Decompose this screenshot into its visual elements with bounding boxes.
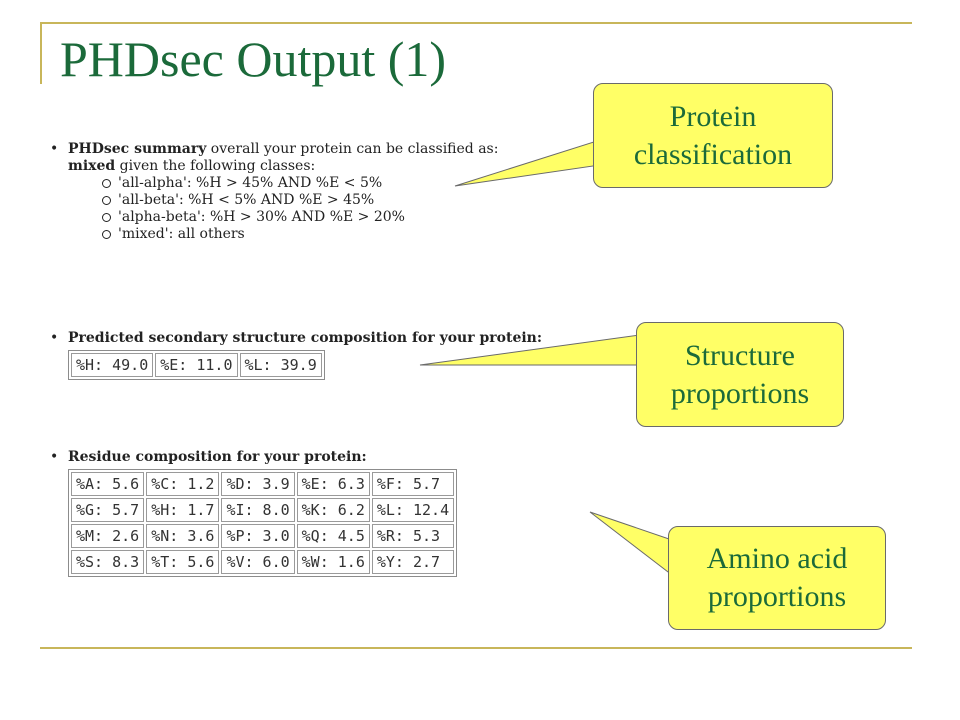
table-cell: %E: 11.0: [155, 353, 237, 377]
list-item: 'mixed': all others: [102, 226, 498, 243]
list-item: 'all-beta': %H < 5% AND %E > 45%: [102, 192, 498, 209]
table-cell: %T: 5.6: [146, 550, 219, 574]
bullet-icon: •: [50, 141, 59, 157]
amino-acid-proportions-callout: [668, 526, 886, 630]
callout-line: Amino acid: [706, 542, 848, 575]
callout-line: Protein: [669, 99, 757, 133]
table-cell: %H: 49.0: [71, 353, 153, 377]
callout-line: proportions: [670, 376, 810, 410]
callout-line: proportions: [707, 580, 847, 613]
list-item: 'alpha-beta': %H > 30% AND %E > 20%: [102, 209, 498, 226]
bullet-icon: •: [50, 330, 59, 346]
table-cell: %W: 1.6: [297, 550, 370, 574]
class-value: mixed: [68, 158, 116, 174]
summary-lead-rest: overall your protein can be classified as:: [206, 141, 499, 157]
protein-classification-callout: [593, 83, 833, 188]
structure-heading: Predicted secondary structure composition for your protein:: [68, 330, 543, 346]
table-cell: %R: 5.3: [372, 524, 454, 548]
table-cell: %I: 8.0: [221, 498, 294, 522]
table-cell: %N: 3.6: [146, 524, 219, 548]
table-cell: %A: 5.6: [71, 472, 144, 496]
protein-callout-pointer: [455, 140, 600, 186]
table-cell: %C: 1.2: [146, 472, 219, 496]
table-cell: %D: 3.9: [221, 472, 294, 496]
table-cell: %V: 6.0: [221, 550, 294, 574]
class-rest: given the following classes:: [115, 158, 316, 174]
residue-heading: Residue composition for your protein:: [68, 449, 367, 465]
table-cell: %M: 2.6: [71, 524, 144, 548]
table-cell: %P: 3.0: [221, 524, 294, 548]
table-cell: %F: 5.7: [372, 472, 454, 496]
callout-line: classification: [633, 137, 793, 171]
table-cell: %K: 6.2: [297, 498, 370, 522]
list-item: 'all-alpha': %H > 45% AND %E < 5%: [102, 175, 498, 192]
table-cell: %S: 8.3: [71, 550, 144, 574]
structure-callout-pointer: [420, 335, 640, 365]
table-cell: %L: 12.4: [372, 498, 454, 522]
table-cell: %L: 39.9: [240, 353, 322, 377]
slide-title: PHDsec Output (1): [60, 31, 447, 87]
table-cell: %Q: 4.5: [297, 524, 370, 548]
bullet-icon: •: [50, 449, 59, 465]
table-cell: %G: 5.7: [71, 498, 144, 522]
structure-proportions-callout: [636, 322, 844, 427]
summary-lead: PHDsec summary: [68, 141, 207, 157]
table-cell: %E: 6.3: [297, 472, 370, 496]
table-cell: %H: 1.7: [146, 498, 219, 522]
amino-callout-pointer: [590, 512, 672, 575]
callout-line: Structure: [685, 338, 795, 372]
table-cell: %Y: 2.7: [372, 550, 454, 574]
